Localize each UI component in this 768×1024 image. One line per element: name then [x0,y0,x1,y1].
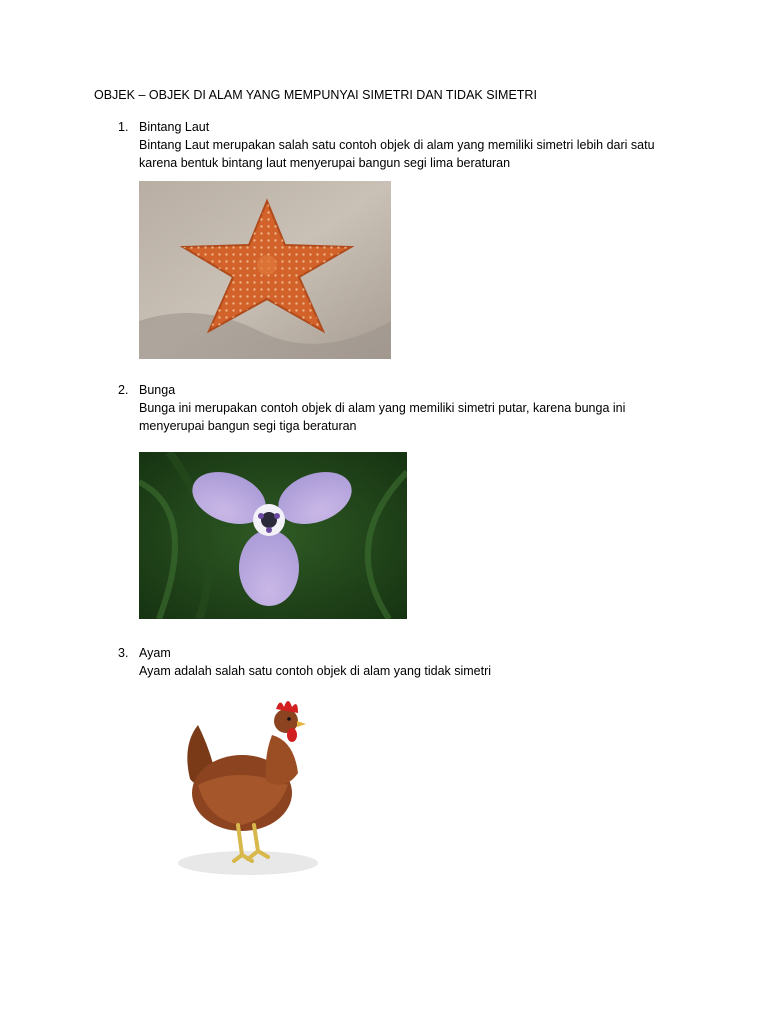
item-heading: Bintang Laut [139,120,210,134]
item-number: 2. [118,383,129,397]
item-heading: Bunga [139,383,176,397]
item-number: 3. [118,646,129,660]
item-description: Bintang Laut merupakan salah satu contoh objek di alam yang memiliki simetri lebih dari satu karena bentuk bintang laut menyerupai bangun segi lima beraturan [139,138,655,170]
item-description: Bunga ini merupakan contoh objek di alam yang memiliki simetri putar, karena bunga ini menyerupai bangun segi tiga beraturan [139,401,626,433]
page-title: OBJEK – OBJEK DI ALAM YANG MEMPUNYAI SIMETRI DAN TIDAK SIMETRI [94,88,537,102]
item-heading: Ayam [139,646,171,660]
item-description: Ayam adalah salah satu contoh objek di alam yang tidak simetri [139,664,492,678]
flower-image [139,452,407,619]
starfish-image [139,181,391,359]
item-number: 1. [118,120,129,134]
chicken-image [168,695,328,883]
